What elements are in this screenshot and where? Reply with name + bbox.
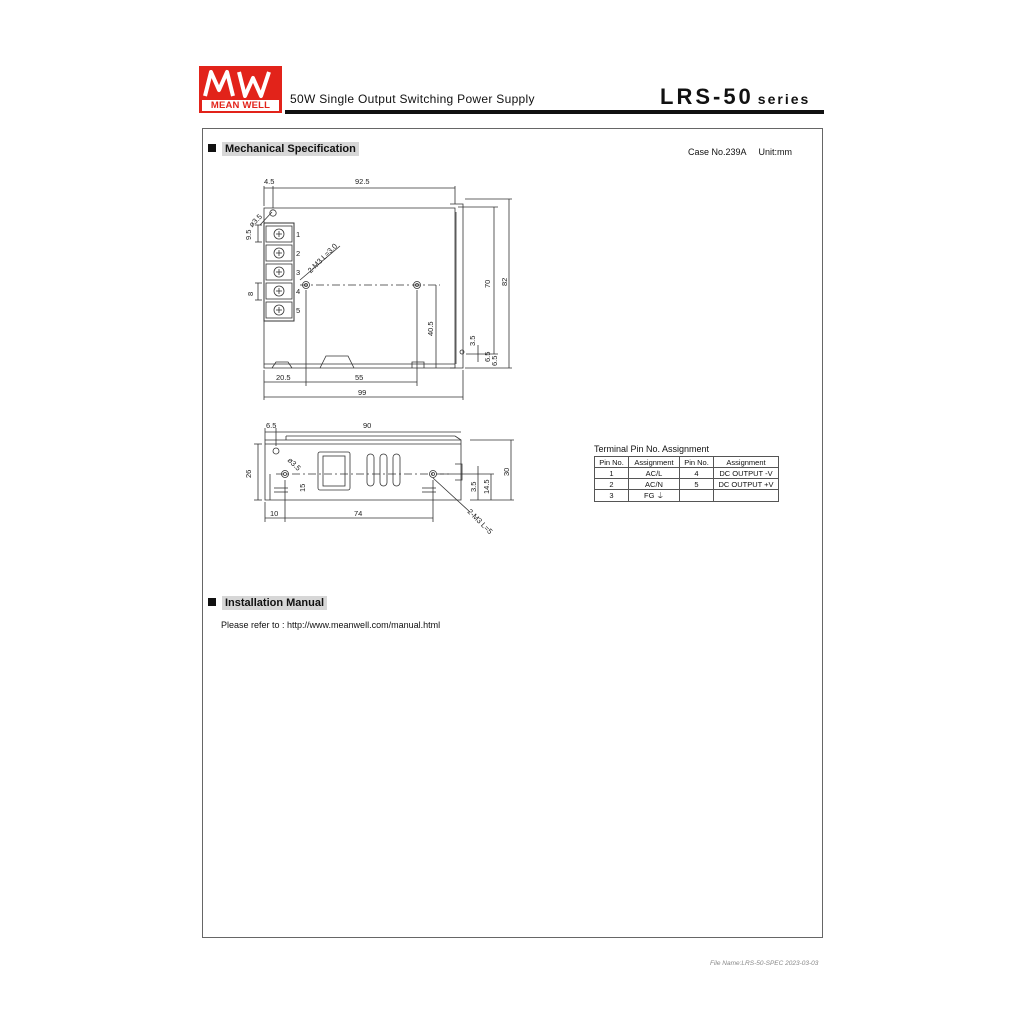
dim-6-5-b: 6.5 bbox=[490, 355, 499, 366]
table-cell: AC/L bbox=[629, 468, 680, 479]
terminal-3-label: 3 bbox=[296, 268, 301, 277]
table-row bbox=[595, 468, 779, 479]
side-view-drawing bbox=[254, 428, 514, 522]
terminal-2-label: 2 bbox=[296, 249, 301, 258]
dim-9-5: 9.5 bbox=[244, 229, 253, 240]
product-subtitle: 50W Single Output Switching Power Supply bbox=[290, 92, 535, 106]
logo-brand-text: MEAN WELL bbox=[202, 100, 279, 111]
side-dim-90: 90 bbox=[363, 421, 372, 430]
dim-99: 99 bbox=[358, 388, 367, 397]
dim-6-5-a: 6.5 bbox=[483, 351, 492, 362]
table-row bbox=[595, 479, 779, 490]
dim-82: 82 bbox=[500, 277, 509, 286]
terminal-pin-table bbox=[594, 456, 779, 502]
table-cell: 5 bbox=[680, 479, 714, 490]
side-dim-hole-dia: ø3.5 bbox=[285, 455, 303, 473]
dim-3-5: 3.5 bbox=[468, 335, 477, 346]
installation-heading: Installation Manual bbox=[208, 597, 327, 609]
dim-92-5: 92.5 bbox=[355, 177, 370, 186]
dim-8: 8 bbox=[246, 291, 255, 296]
table-cell: 4 bbox=[680, 468, 714, 479]
dim-20-5: 20.5 bbox=[276, 373, 291, 382]
dim-m3-screw: 2-M3 L=3.0 bbox=[305, 241, 340, 275]
mechanical-heading: Mechanical Specification bbox=[208, 143, 359, 155]
table-cell: 1 bbox=[595, 468, 629, 479]
terminal-5-label: 5 bbox=[296, 306, 301, 315]
table-row bbox=[595, 490, 779, 502]
unit-label: Unit:mm bbox=[758, 147, 793, 157]
table-header: Assignment bbox=[714, 457, 779, 468]
table-cell bbox=[714, 490, 779, 502]
model-series: series bbox=[757, 91, 811, 107]
heading-square-icon bbox=[208, 598, 216, 606]
installation-link-text[interactable]: Please refer to : http://www.meanwell.com/manual.html bbox=[221, 620, 441, 630]
dim-hole-dia: ø3.5 bbox=[247, 212, 265, 230]
side-dim-3-5: 3.5 bbox=[469, 481, 478, 492]
terminal-4-label: 4 bbox=[296, 287, 301, 296]
terminal-table-title: Terminal Pin No. Assignment bbox=[594, 444, 710, 454]
table-cell: FG ⏚ bbox=[629, 490, 680, 502]
table-cell bbox=[680, 490, 714, 502]
side-dim-74: 74 bbox=[354, 509, 363, 518]
side-dim-m3-screw: 2-M3 L=5 bbox=[465, 507, 495, 536]
dim-40-5: 40.5 bbox=[426, 321, 435, 336]
model-name: LRS-50 bbox=[660, 84, 754, 109]
side-dim-10: 10 bbox=[270, 509, 279, 518]
dim-4-5: 4.5 bbox=[264, 177, 275, 186]
table-cell: AC/N bbox=[629, 479, 680, 490]
case-number: Case No.239A bbox=[688, 147, 747, 157]
table-header: Assignment bbox=[629, 457, 680, 468]
file-footer: File Name:LRS-50-SPEC 2023-03-03 bbox=[710, 960, 819, 967]
terminal-1-label: 1 bbox=[296, 230, 301, 239]
side-dim-14-5: 14.5 bbox=[482, 479, 491, 494]
table-cell: 3 bbox=[595, 490, 629, 502]
table-header: Pin No. bbox=[595, 457, 629, 468]
side-dim-30: 30 bbox=[502, 467, 511, 476]
side-dim-6-5: 6.5 bbox=[266, 421, 277, 430]
side-dim-26: 26 bbox=[244, 469, 253, 478]
table-cell: DC OUTPUT -V bbox=[714, 468, 779, 479]
dim-70: 70 bbox=[483, 279, 492, 288]
table-header: Pin No. bbox=[680, 457, 714, 468]
dim-55: 55 bbox=[355, 373, 364, 382]
table-header-row bbox=[595, 457, 779, 468]
side-dim-15: 15 bbox=[298, 483, 307, 492]
table-cell: 2 bbox=[595, 479, 629, 490]
table-cell: DC OUTPUT +V bbox=[714, 479, 779, 490]
